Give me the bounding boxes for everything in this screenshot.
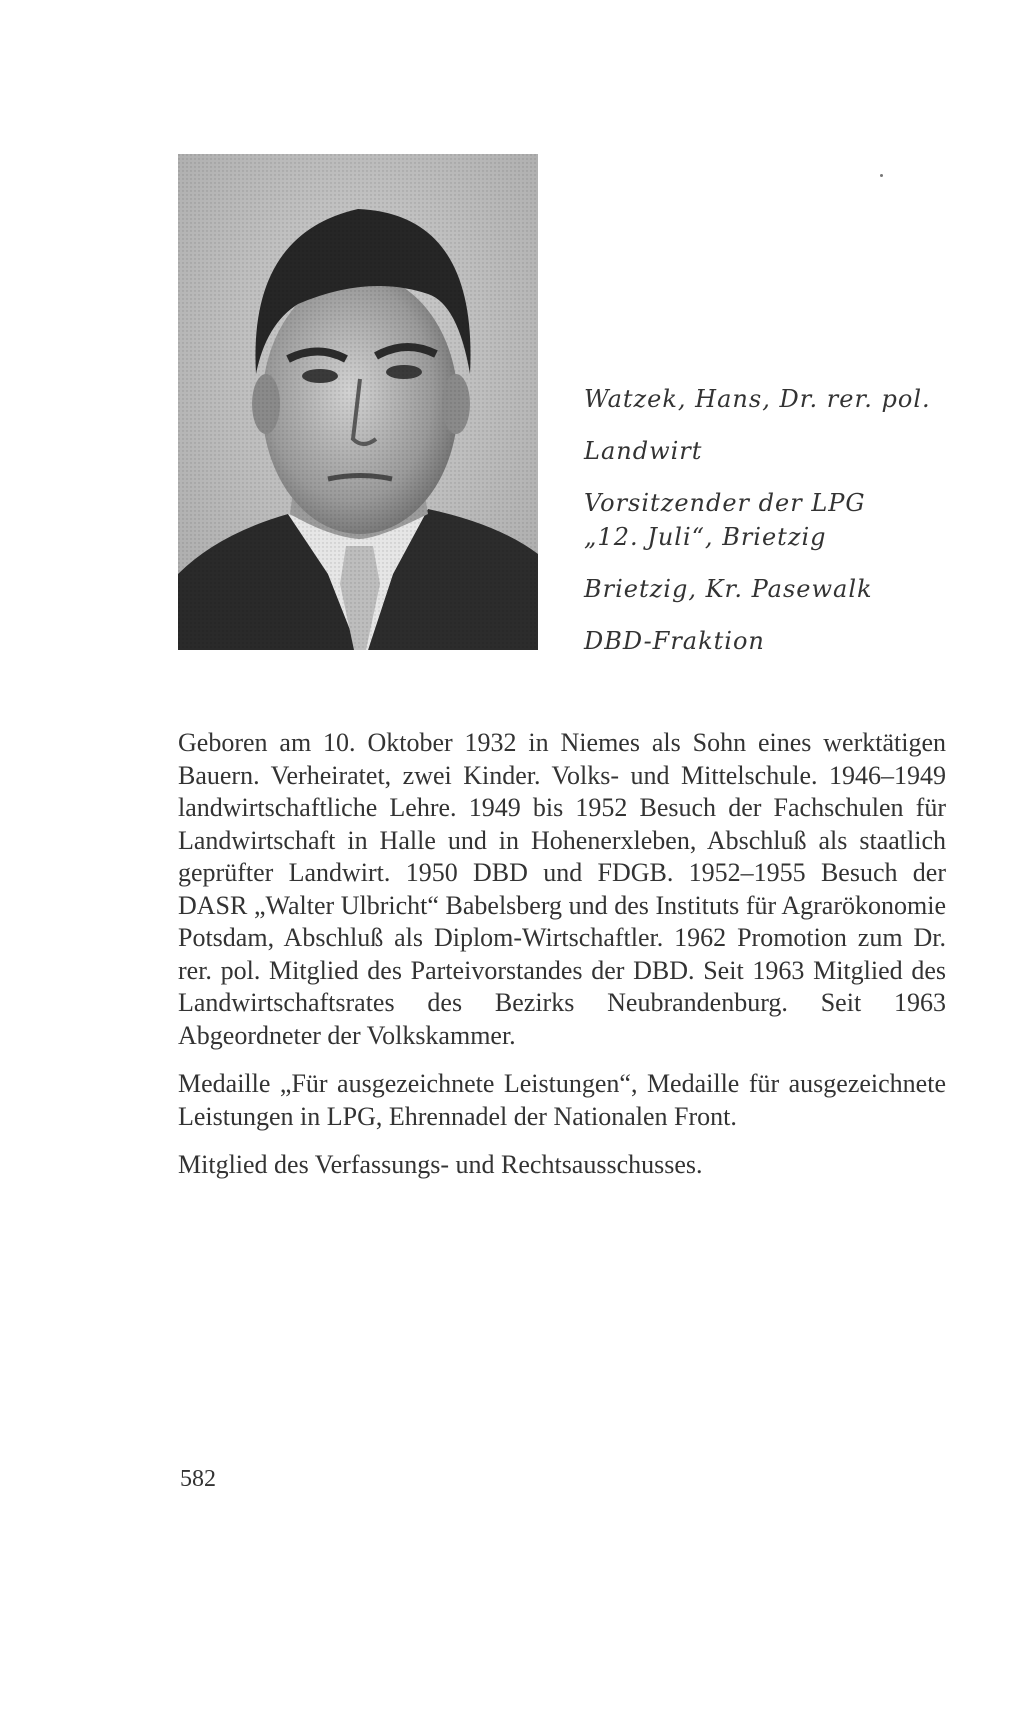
entry-profession: Landwirt: [584, 437, 703, 465]
portrait-photo: [178, 154, 538, 650]
awards-paragraph: Medaille „Für ausgezeichnete Leistungen“, Medaille für ausgezeichnete Leistungen in LPG, Ehrennadel der Nationalen Front.: [178, 1069, 946, 1131]
entry-name: Watzek, Hans, Dr. rer. pol.: [584, 385, 931, 413]
entry-faction: DBD-Fraktion: [584, 627, 765, 655]
committee-paragraph: Mitglied des Verfassungs- und Rechtsausschusses.: [178, 1150, 703, 1179]
entry-position-line-1: Vorsitzender der LPG: [584, 489, 866, 517]
entry-residence: Brietzig, Kr. Pasewalk: [584, 575, 873, 603]
biography: [178, 727, 946, 1182]
entry-position-line-2: „12. Juli“, Brietzig: [584, 523, 827, 551]
print-speck: [880, 174, 883, 177]
page-number: 582: [180, 1466, 216, 1492]
biography-paragraph: Geboren am 10. Oktober 1932 in Niemes als Sohn eines werktätigen Bauern. Verheiratet, zwei Kinder. Volks- und Mittelschule. 1946–1949 landwirtschaftliche Lehre. 1949 bis 1952 Besuch der Fachschulen für Landwirtschaft in Halle und in Hohenerxleben, Abschluß als staatlich geprüfter Landwirt. 1950 DBD und FDGB. 1952–1955 Besuch der DASR „Walter Ulbricht“ Babelsberg und des Instituts für Agrarökonomie Potsdam, Abschluß als Diplom-Wirtschaftler. 1962 Promotion zum Dr. rer. pol. Mitglied des Parteivorstandes der DBD. Seit 1963 Mitglied des Landwirtschaftsrates des Bezirks Neubrandenburg. Seit 1963 Abgeordneter der Volkskammer.: [178, 728, 946, 1050]
entry-header: [584, 382, 1004, 658]
